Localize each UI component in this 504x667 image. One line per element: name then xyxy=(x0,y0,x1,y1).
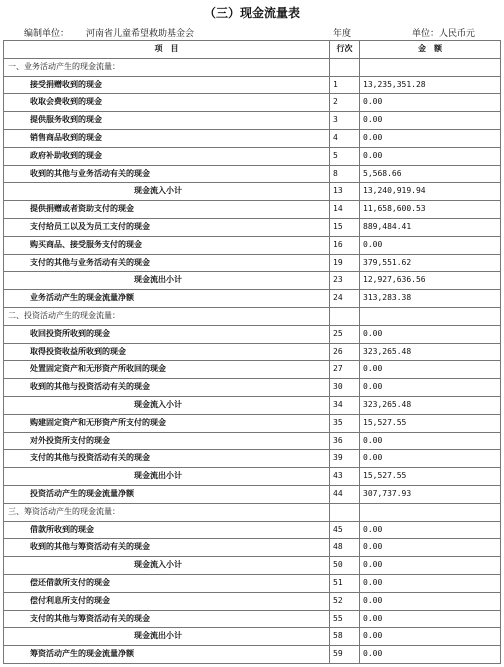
cash-flow-table xyxy=(3,40,501,664)
table-row xyxy=(4,485,501,503)
row-item-name: 购建固定资产和无形资产所支付的现金 xyxy=(4,414,330,432)
row-line-no: 39 xyxy=(330,450,360,468)
table-row xyxy=(4,129,501,147)
row-line-no: 27 xyxy=(330,361,360,379)
row-line-no: 2 xyxy=(330,94,360,112)
row-item-name: 提供服务收到的现金 xyxy=(4,112,330,130)
row-line-no xyxy=(330,307,360,325)
row-line-no: 34 xyxy=(330,396,360,414)
row-amount: 0.00 xyxy=(360,129,501,147)
row-amount: 13,240,919.94 xyxy=(360,183,501,201)
row-amount: 15,527.55 xyxy=(360,414,501,432)
row-line-no: 14 xyxy=(330,201,360,219)
table-row xyxy=(4,76,501,94)
row-line-no xyxy=(330,503,360,521)
table-row xyxy=(4,628,501,646)
row-amount: 0.00 xyxy=(360,94,501,112)
row-item-name: 现金流出小计 xyxy=(4,468,330,486)
row-item-name: 收回投资所收到的现金 xyxy=(4,325,330,343)
header-line-no: 行次 xyxy=(330,41,360,59)
row-amount: 12,927,636.56 xyxy=(360,272,501,290)
row-item-name: 收到的其他与投资活动有关的现金 xyxy=(4,379,330,397)
row-amount: 313,283.38 xyxy=(360,290,501,308)
row-item-name: 取得投资收益所收到的现金 xyxy=(4,343,330,361)
row-item-name: 支付给员工以及为员工支付的现金 xyxy=(4,218,330,236)
row-line-no: 43 xyxy=(330,468,360,486)
row-item-name: 现金流入小计 xyxy=(4,557,330,575)
row-amount: 0.00 xyxy=(360,450,501,468)
row-item-name: 支付的其他与筹资活动有关的现金 xyxy=(4,610,330,628)
table-row xyxy=(4,468,501,486)
row-line-no: 30 xyxy=(330,379,360,397)
row-amount: 0.00 xyxy=(360,610,501,628)
statement-meta xyxy=(0,26,504,40)
row-amount: 13,235,351.28 xyxy=(360,76,501,94)
row-amount: 0.00 xyxy=(360,325,501,343)
currency-label: 单位：人民币元 xyxy=(412,29,476,39)
row-item-name: 支付的其他与投资活动有关的现金 xyxy=(4,450,330,468)
row-amount: 0.00 xyxy=(360,147,501,165)
table-row xyxy=(4,343,501,361)
table-row xyxy=(4,539,501,557)
row-line-no: 15 xyxy=(330,218,360,236)
year-label: 年度 xyxy=(333,29,352,39)
table-row xyxy=(4,646,501,664)
table-row xyxy=(4,521,501,539)
row-amount: 307,737.93 xyxy=(360,485,501,503)
table-row xyxy=(4,610,501,628)
row-line-no: 58 xyxy=(330,628,360,646)
header-item: 项 目 xyxy=(4,41,330,59)
row-amount: 11,658,600.53 xyxy=(360,201,501,219)
row-item-name: 三、筹资活动产生的现金流量： xyxy=(4,503,330,521)
row-line-no xyxy=(330,58,360,76)
table-row xyxy=(4,201,501,219)
row-amount: 0.00 xyxy=(360,112,501,130)
row-item-name: 偿付利息所支付的现金 xyxy=(4,592,330,610)
row-amount: 889,484.41 xyxy=(360,218,501,236)
table-row xyxy=(4,290,501,308)
row-item-name: 政府补助收到的现金 xyxy=(4,147,330,165)
row-line-no: 24 xyxy=(330,290,360,308)
row-amount: 0.00 xyxy=(360,379,501,397)
row-line-no: 44 xyxy=(330,485,360,503)
row-line-no: 45 xyxy=(330,521,360,539)
row-amount: 323,265.48 xyxy=(360,343,501,361)
table-row xyxy=(4,94,501,112)
row-line-no: 13 xyxy=(330,183,360,201)
table-row xyxy=(4,272,501,290)
table-row xyxy=(4,218,501,236)
row-amount xyxy=(360,307,501,325)
row-amount: 0.00 xyxy=(360,539,501,557)
row-amount: 0.00 xyxy=(360,574,501,592)
table-row xyxy=(4,557,501,575)
row-line-no: 16 xyxy=(330,236,360,254)
row-line-no: 36 xyxy=(330,432,360,450)
row-item-name: 现金流入小计 xyxy=(4,183,330,201)
row-item-name: 现金流入小计 xyxy=(4,396,330,414)
row-amount: 0.00 xyxy=(360,592,501,610)
row-amount: 0.00 xyxy=(360,628,501,646)
row-line-no: 19 xyxy=(330,254,360,272)
row-amount xyxy=(360,503,501,521)
table-row xyxy=(4,112,501,130)
table-row xyxy=(4,396,501,414)
row-amount: 0.00 xyxy=(360,521,501,539)
statement-title: （三）现金流量表 xyxy=(203,6,300,20)
row-line-no: 25 xyxy=(330,325,360,343)
row-amount xyxy=(360,58,501,76)
table-row xyxy=(4,165,501,183)
row-line-no: 26 xyxy=(330,343,360,361)
row-line-no: 59 xyxy=(330,646,360,664)
row-item-name: 业务活动产生的现金流量净额 xyxy=(4,290,330,308)
header-amount: 金 额 xyxy=(360,41,501,59)
row-line-no: 4 xyxy=(330,129,360,147)
table-row xyxy=(4,592,501,610)
row-item-name: 处置固定资产和无形资产所收回的现金 xyxy=(4,361,330,379)
table-header-row xyxy=(4,41,501,59)
row-item-name: 二、投资活动产生的现金流量： xyxy=(4,307,330,325)
table-row xyxy=(4,432,501,450)
row-line-no: 55 xyxy=(330,610,360,628)
row-amount: 323,265.48 xyxy=(360,396,501,414)
row-line-no: 50 xyxy=(330,557,360,575)
row-line-no: 52 xyxy=(330,592,360,610)
row-line-no: 1 xyxy=(330,76,360,94)
row-item-name: 收到的其他与筹资活动有关的现金 xyxy=(4,539,330,557)
unit-name: 河南省儿童希望救助基金会 xyxy=(86,29,195,39)
row-item-name: 投资活动产生的现金流量净额 xyxy=(4,485,330,503)
row-line-no: 5 xyxy=(330,147,360,165)
row-amount: 379,551.62 xyxy=(360,254,501,272)
row-item-name: 收到的其他与业务活动有关的现金 xyxy=(4,165,330,183)
row-item-name: 收取会费收到的现金 xyxy=(4,94,330,112)
table-row xyxy=(4,58,501,76)
row-item-name: 销售商品收到的现金 xyxy=(4,129,330,147)
row-item-name: 接受捐赠收到的现金 xyxy=(4,76,330,94)
row-line-no: 35 xyxy=(330,414,360,432)
table-row xyxy=(4,503,501,521)
row-line-no: 23 xyxy=(330,272,360,290)
table-row xyxy=(4,379,501,397)
row-item-name: 支付的其他与业务活动有关的现金 xyxy=(4,254,330,272)
row-item-name: 现金流出小计 xyxy=(4,628,330,646)
table-row xyxy=(4,574,501,592)
row-line-no: 51 xyxy=(330,574,360,592)
row-item-name: 提供捐赠或者资助支付的现金 xyxy=(4,201,330,219)
row-line-no: 3 xyxy=(330,112,360,130)
table-row xyxy=(4,254,501,272)
row-item-name: 筹资活动产生的现金流量净额 xyxy=(4,646,330,664)
row-item-name: 一、业务活动产生的现金流量： xyxy=(4,58,330,76)
row-item-name: 购买商品、接受服务支付的现金 xyxy=(4,236,330,254)
row-line-no: 8 xyxy=(330,165,360,183)
row-item-name: 借款所收到的现金 xyxy=(4,521,330,539)
row-item-name: 偿还借款所支付的现金 xyxy=(4,574,330,592)
row-item-name: 对外投资所支付的现金 xyxy=(4,432,330,450)
row-amount: 0.00 xyxy=(360,557,501,575)
row-amount: 0.00 xyxy=(360,646,501,664)
table-row xyxy=(4,307,501,325)
table-row xyxy=(4,147,501,165)
table-row xyxy=(4,183,501,201)
row-amount: 15,527.55 xyxy=(360,468,501,486)
table-row xyxy=(4,361,501,379)
table-row xyxy=(4,450,501,468)
unit-label: 编制单位： xyxy=(24,29,70,39)
row-amount: 0.00 xyxy=(360,361,501,379)
row-amount: 0.00 xyxy=(360,432,501,450)
row-line-no: 48 xyxy=(330,539,360,557)
row-amount: 0.00 xyxy=(360,236,501,254)
table-row xyxy=(4,414,501,432)
table-row xyxy=(4,236,501,254)
row-item-name: 现金流出小计 xyxy=(4,272,330,290)
table-row xyxy=(4,325,501,343)
row-amount: 5,568.66 xyxy=(360,165,501,183)
